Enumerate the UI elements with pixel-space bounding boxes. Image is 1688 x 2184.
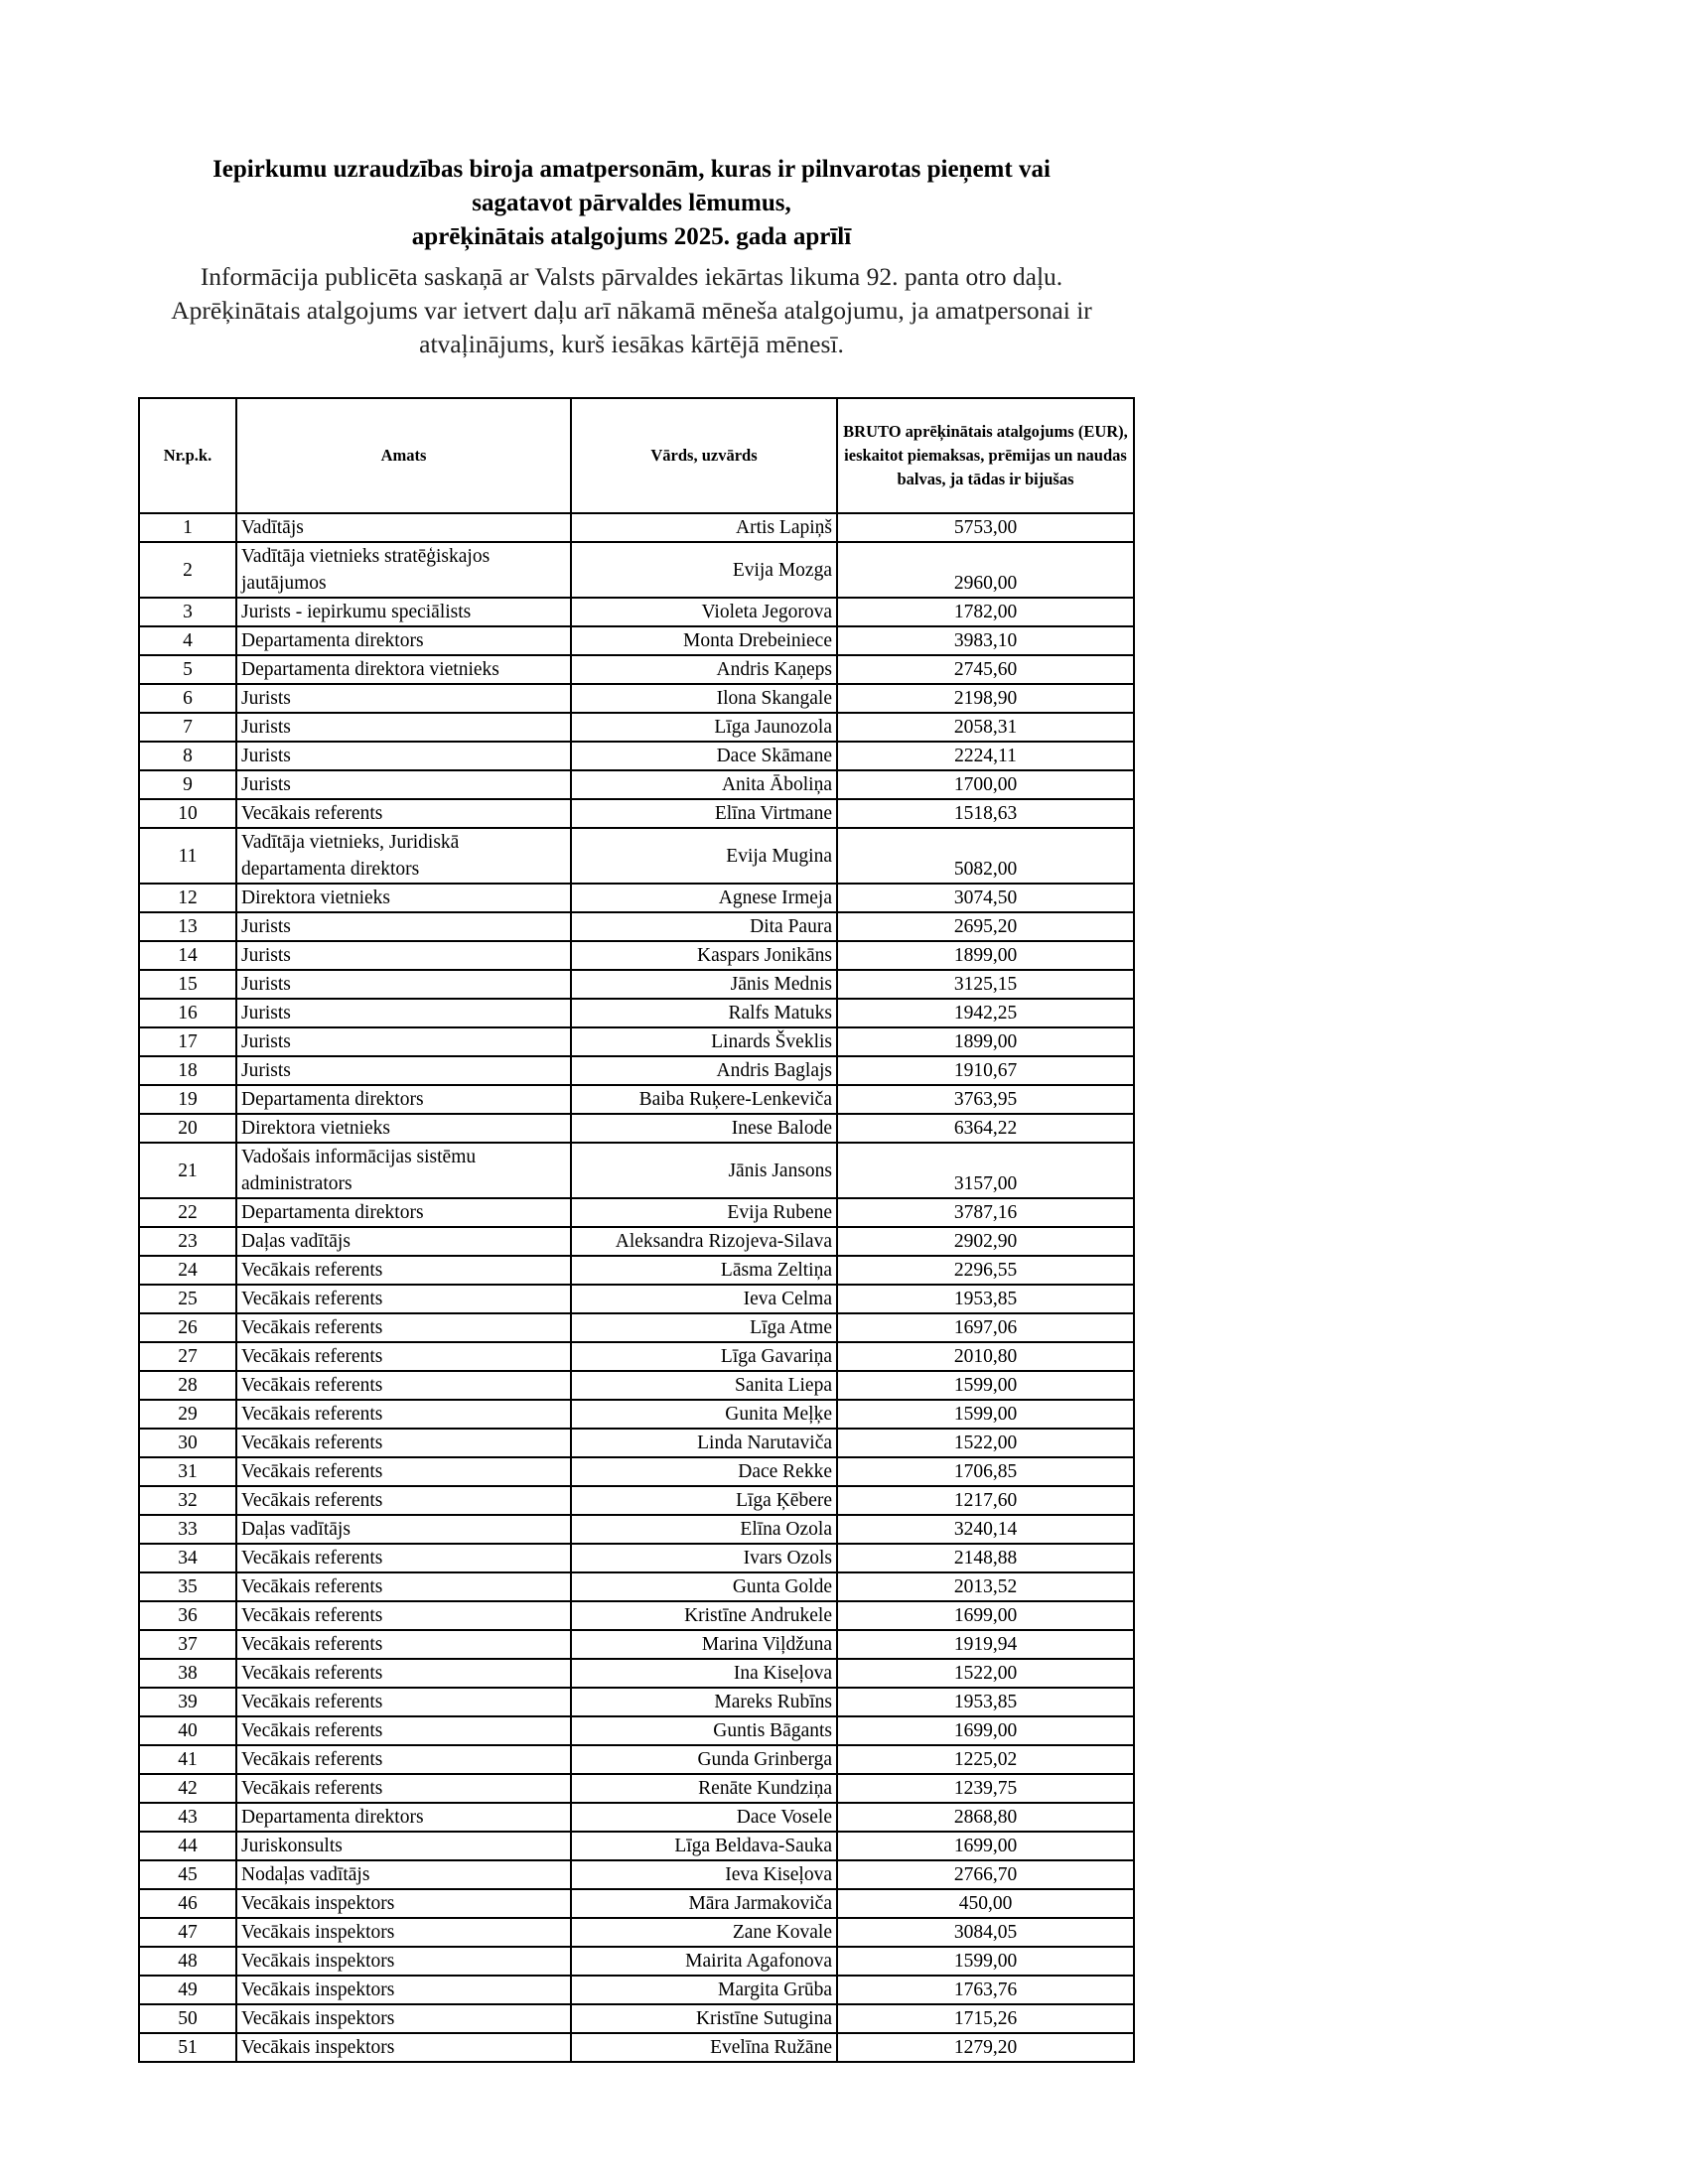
- row-position: Jurists: [236, 1056, 571, 1085]
- table-row: [139, 742, 1134, 770]
- row-number: 22: [139, 1198, 236, 1227]
- header-salary: BRUTO aprēķinātais atalgojums (EUR), ieskaitot piemaksas, prēmijas un naudas balvas, ja tādas ir bijušas: [837, 398, 1134, 513]
- table-row: [139, 799, 1134, 828]
- table-row: [139, 1085, 1134, 1114]
- table-row: [139, 513, 1134, 542]
- row-salary: 1899,00: [837, 941, 1134, 970]
- table-row: [139, 1688, 1134, 1716]
- title-line-2: sagatavot pārvaldes lēmumus,: [472, 190, 791, 216]
- row-salary: 5753,00: [837, 513, 1134, 542]
- row-salary: 450,00: [837, 1889, 1134, 1918]
- row-number: 10: [139, 799, 236, 828]
- row-position: Jurists: [236, 713, 571, 742]
- row-salary: 2058,31: [837, 713, 1134, 742]
- row-salary: 1942,25: [837, 999, 1134, 1027]
- row-salary: 1953,85: [837, 1285, 1134, 1313]
- row-salary: 2198,90: [837, 684, 1134, 713]
- row-position: Vecākais inspektors: [236, 1976, 571, 2004]
- row-number: 28: [139, 1371, 236, 1400]
- row-name: Lāsma Zeltiņa: [571, 1256, 837, 1285]
- row-salary: 1599,00: [837, 1947, 1134, 1976]
- row-number: 1: [139, 513, 236, 542]
- row-number: 39: [139, 1688, 236, 1716]
- row-salary: 2695,20: [837, 912, 1134, 941]
- table-row: [139, 1860, 1134, 1889]
- row-name: Dace Skāmane: [571, 742, 837, 770]
- row-number: 20: [139, 1114, 236, 1143]
- row-number: 46: [139, 1889, 236, 1918]
- row-position: Vecākais referents: [236, 1342, 571, 1371]
- salary-table: [138, 397, 1135, 2063]
- row-position: Departamenta direktors: [236, 1085, 571, 1114]
- row-name: Margita Grūba: [571, 1976, 837, 2004]
- row-name: Gunta Golde: [571, 1572, 837, 1601]
- row-salary: 1763,76: [837, 1976, 1134, 2004]
- row-salary: 2296,55: [837, 1256, 1134, 1285]
- row-number: 40: [139, 1716, 236, 1745]
- row-number: 35: [139, 1572, 236, 1601]
- table-row: [139, 655, 1134, 684]
- row-position: Vecākais referents: [236, 1716, 571, 1745]
- table-row: [139, 1457, 1134, 1486]
- row-name: Artis Lapiņš: [571, 513, 837, 542]
- row-position: Vecākais referents: [236, 1457, 571, 1486]
- table-row: [139, 1285, 1134, 1313]
- row-name: Evija Mozga: [571, 542, 837, 598]
- row-name: Līga Atme: [571, 1313, 837, 1342]
- row-name: Aleksandra Rizojeva-Silava: [571, 1227, 837, 1256]
- row-name: Linda Narutaviča: [571, 1429, 837, 1457]
- row-salary: 1599,00: [837, 1371, 1134, 1400]
- row-position: Vecākais referents: [236, 1486, 571, 1515]
- row-position: Departamenta direktora vietnieks: [236, 655, 571, 684]
- header-position: Amats: [236, 398, 571, 513]
- row-position: Vecākais referents: [236, 1313, 571, 1342]
- table-row: [139, 1515, 1134, 1544]
- row-salary: 2148,88: [837, 1544, 1134, 1572]
- row-name: Elīna Ozola: [571, 1515, 837, 1544]
- table-row: [139, 1056, 1134, 1085]
- table-row: [139, 1114, 1134, 1143]
- table-row: [139, 542, 1134, 598]
- row-name: Kristīne Andrukele: [571, 1601, 837, 1630]
- row-name: Jānis Mednis: [571, 970, 837, 999]
- row-position: Vecākais referents: [236, 1544, 571, 1572]
- row-number: 12: [139, 884, 236, 912]
- row-salary: 1700,00: [837, 770, 1134, 799]
- row-position: Jurists: [236, 1027, 571, 1056]
- row-salary: 3983,10: [837, 626, 1134, 655]
- table-row: [139, 770, 1134, 799]
- row-number: 21: [139, 1143, 236, 1198]
- row-salary: 2902,90: [837, 1227, 1134, 1256]
- table-row: [139, 1544, 1134, 1572]
- table-row: [139, 884, 1134, 912]
- row-name: Guntis Bāgants: [571, 1716, 837, 1745]
- row-salary: 1279,20: [837, 2033, 1134, 2062]
- row-name: Māra Jarmakoviča: [571, 1889, 837, 1918]
- row-position: Vecākais referents: [236, 1630, 571, 1659]
- row-number: 19: [139, 1085, 236, 1114]
- row-position: Vecākais referents: [236, 1745, 571, 1774]
- row-number: 18: [139, 1056, 236, 1085]
- row-salary: 2960,00: [837, 542, 1134, 598]
- row-name: Ieva Kiseļova: [571, 1860, 837, 1889]
- document-title: [0, 153, 1263, 254]
- row-name: Jānis Jansons: [571, 1143, 837, 1198]
- table-row: [139, 1371, 1134, 1400]
- row-salary: 1239,75: [837, 1774, 1134, 1803]
- row-position: Daļas vadītājs: [236, 1227, 571, 1256]
- info-paragraph: [0, 260, 1263, 361]
- table-row: [139, 2033, 1134, 2062]
- row-number: 44: [139, 1832, 236, 1860]
- row-name: Dace Vosele: [571, 1803, 837, 1832]
- row-position: Jurists: [236, 684, 571, 713]
- table-row: [139, 1143, 1134, 1198]
- row-number: 8: [139, 742, 236, 770]
- row-name: Līga Ķēbere: [571, 1486, 837, 1515]
- row-salary: 2013,52: [837, 1572, 1134, 1601]
- table-row: [139, 1227, 1134, 1256]
- row-salary: 1715,26: [837, 2004, 1134, 2033]
- row-salary: 3074,50: [837, 884, 1134, 912]
- row-name: Zane Kovale: [571, 1918, 837, 1947]
- row-position: Vecākais inspektors: [236, 2033, 571, 2062]
- row-salary: 3240,14: [837, 1515, 1134, 1544]
- row-number: 32: [139, 1486, 236, 1515]
- row-name: Elīna Virtmane: [571, 799, 837, 828]
- row-salary: 1697,06: [837, 1313, 1134, 1342]
- table-row: [139, 1889, 1134, 1918]
- row-salary: 1522,00: [837, 1429, 1134, 1457]
- row-position: Vecākais referents: [236, 1400, 571, 1429]
- row-name: Ivars Ozols: [571, 1544, 837, 1572]
- row-position: Vecākais referents: [236, 1429, 571, 1457]
- row-number: 36: [139, 1601, 236, 1630]
- row-position: Vecākais referents: [236, 1659, 571, 1688]
- row-number: 27: [139, 1342, 236, 1371]
- row-name: Līga Jaunozola: [571, 713, 837, 742]
- row-number: 24: [139, 1256, 236, 1285]
- row-position: Departamenta direktors: [236, 626, 571, 655]
- row-number: 16: [139, 999, 236, 1027]
- row-number: 5: [139, 655, 236, 684]
- row-salary: 1910,67: [837, 1056, 1134, 1085]
- row-position: Jurists: [236, 912, 571, 941]
- row-name: Evija Mugina: [571, 828, 837, 884]
- row-position: Vecākais referents: [236, 1688, 571, 1716]
- row-name: Ieva Celma: [571, 1285, 837, 1313]
- row-number: 30: [139, 1429, 236, 1457]
- row-salary: 1225,02: [837, 1745, 1134, 1774]
- row-position: Jurists - iepirkumu speciālists: [236, 598, 571, 626]
- header-nr: Nr.p.k.: [139, 398, 236, 513]
- row-number: 48: [139, 1947, 236, 1976]
- row-salary: 1699,00: [837, 1601, 1134, 1630]
- row-salary: 1919,94: [837, 1630, 1134, 1659]
- row-name: Ina Kiseļova: [571, 1659, 837, 1688]
- row-salary: 1899,00: [837, 1027, 1134, 1056]
- row-name: Dace Rekke: [571, 1457, 837, 1486]
- row-position: Vadītājs: [236, 513, 571, 542]
- row-position: Departamenta direktors: [236, 1803, 571, 1832]
- row-position: Vadošais informācijas sistēmu administrators: [236, 1143, 571, 1198]
- table-row: [139, 1572, 1134, 1601]
- row-number: 6: [139, 684, 236, 713]
- row-number: 7: [139, 713, 236, 742]
- row-number: 43: [139, 1803, 236, 1832]
- table-row: [139, 1832, 1134, 1860]
- row-number: 31: [139, 1457, 236, 1486]
- row-salary: 3125,15: [837, 970, 1134, 999]
- table-row: [139, 2004, 1134, 2033]
- row-number: 13: [139, 912, 236, 941]
- row-salary: 1599,00: [837, 1400, 1134, 1429]
- row-position: Nodaļas vadītājs: [236, 1860, 571, 1889]
- row-position: Jurists: [236, 742, 571, 770]
- row-salary: 6364,22: [837, 1114, 1134, 1143]
- row-number: 15: [139, 970, 236, 999]
- row-number: 25: [139, 1285, 236, 1313]
- row-name: Ilona Skangale: [571, 684, 837, 713]
- row-name: Agnese Irmeja: [571, 884, 837, 912]
- row-position: Juriskonsults: [236, 1832, 571, 1860]
- row-name: Monta Drebeiniece: [571, 626, 837, 655]
- row-salary: 3084,05: [837, 1918, 1134, 1947]
- info-line-2: Aprēķinātais atalgojums var ietvert daļu arī nākamā mēneša atalgojumu, ja amatpersonai ir: [171, 296, 1092, 325]
- table-row: [139, 1601, 1134, 1630]
- row-name: Sanita Liepa: [571, 1371, 837, 1400]
- table-row: [139, 1630, 1134, 1659]
- row-name: Evija Rubene: [571, 1198, 837, 1227]
- row-position: Vecākais inspektors: [236, 1918, 571, 1947]
- row-number: 9: [139, 770, 236, 799]
- row-salary: 1699,00: [837, 1832, 1134, 1860]
- row-position: Vecākais referents: [236, 1572, 571, 1601]
- row-name: Kristīne Sutugina: [571, 2004, 837, 2033]
- row-position: Direktora vietnieks: [236, 884, 571, 912]
- row-salary: 3763,95: [837, 1085, 1134, 1114]
- row-position: Vecākais referents: [236, 1371, 571, 1400]
- row-number: 45: [139, 1860, 236, 1889]
- row-name: Andris Kaņeps: [571, 655, 837, 684]
- row-name: Dita Paura: [571, 912, 837, 941]
- table-row: [139, 684, 1134, 713]
- row-number: 38: [139, 1659, 236, 1688]
- row-name: Evelīna Ružāne: [571, 2033, 837, 2062]
- table-row: [139, 598, 1134, 626]
- table-row: [139, 1256, 1134, 1285]
- table-row: [139, 1198, 1134, 1227]
- row-number: 4: [139, 626, 236, 655]
- row-salary: 2224,11: [837, 742, 1134, 770]
- row-name: Ralfs Matuks: [571, 999, 837, 1027]
- row-position: Jurists: [236, 770, 571, 799]
- row-number: 29: [139, 1400, 236, 1429]
- row-number: 11: [139, 828, 236, 884]
- table-row: [139, 1918, 1134, 1947]
- table-header-row: [139, 398, 1134, 513]
- row-salary: 2745,60: [837, 655, 1134, 684]
- table-row: [139, 1027, 1134, 1056]
- row-position: Vecākais referents: [236, 1285, 571, 1313]
- table-row: [139, 626, 1134, 655]
- row-name: Renāte Kundziņa: [571, 1774, 837, 1803]
- row-number: 17: [139, 1027, 236, 1056]
- row-name: Anita Āboliņa: [571, 770, 837, 799]
- table-row: [139, 1803, 1134, 1832]
- row-number: 34: [139, 1544, 236, 1572]
- table-row: [139, 1774, 1134, 1803]
- row-salary: 3787,16: [837, 1198, 1134, 1227]
- row-number: 23: [139, 1227, 236, 1256]
- row-number: 26: [139, 1313, 236, 1342]
- row-position: Vecākais referents: [236, 1256, 571, 1285]
- row-number: 2: [139, 542, 236, 598]
- row-name: Marina Viļdžuna: [571, 1630, 837, 1659]
- row-number: 14: [139, 941, 236, 970]
- row-position: Jurists: [236, 999, 571, 1027]
- row-position: Vadītāja vietnieks, Juridiskā departamenta direktors: [236, 828, 571, 884]
- table-row: [139, 1429, 1134, 1457]
- row-number: 33: [139, 1515, 236, 1544]
- title-line-3: aprēķinātais atalgojums 2025. gada aprīlī: [411, 223, 852, 250]
- row-salary: 1706,85: [837, 1457, 1134, 1486]
- row-name: Līga Gavariņa: [571, 1342, 837, 1371]
- row-position: Direktora vietnieks: [236, 1114, 571, 1143]
- row-salary: 1953,85: [837, 1688, 1134, 1716]
- row-name: Violeta Jegorova: [571, 598, 837, 626]
- row-number: 47: [139, 1918, 236, 1947]
- row-salary: 1522,00: [837, 1659, 1134, 1688]
- row-position: Vecākais inspektors: [236, 2004, 571, 2033]
- table-row: [139, 1659, 1134, 1688]
- table-row: [139, 1976, 1134, 2004]
- table-row: [139, 1947, 1134, 1976]
- title-line-1: Iepirkumu uzraudzības biroja amatpersonām, kuras ir pilnvarotas pieņemt vai: [212, 156, 1051, 183]
- row-salary: 2010,80: [837, 1342, 1134, 1371]
- table-row: [139, 999, 1134, 1027]
- row-salary: 2868,80: [837, 1803, 1134, 1832]
- table-row: [139, 1486, 1134, 1515]
- row-name: Linards Šveklis: [571, 1027, 837, 1056]
- row-number: 49: [139, 1976, 236, 2004]
- row-salary: 1782,00: [837, 598, 1134, 626]
- row-name: Kaspars Jonikāns: [571, 941, 837, 970]
- info-line-1: Informācija publicēta saskaņā ar Valsts pārvaldes iekārtas likuma 92. panta otro daļu.: [200, 262, 1063, 291]
- row-number: 42: [139, 1774, 236, 1803]
- table-row: [139, 713, 1134, 742]
- row-number: 3: [139, 598, 236, 626]
- row-number: 41: [139, 1745, 236, 1774]
- row-position: Jurists: [236, 941, 571, 970]
- row-salary: 2766,70: [837, 1860, 1134, 1889]
- table-row: [139, 1342, 1134, 1371]
- row-name: Baiba Ruķere-Lenkeviča: [571, 1085, 837, 1114]
- table-row: [139, 970, 1134, 999]
- table-row: [139, 941, 1134, 970]
- row-salary: 1217,60: [837, 1486, 1134, 1515]
- row-position: Vecākais inspektors: [236, 1947, 571, 1976]
- header-name: Vārds, uzvārds: [571, 398, 837, 513]
- table-row: [139, 1716, 1134, 1745]
- row-name: Mairita Agafonova: [571, 1947, 837, 1976]
- table-row: [139, 912, 1134, 941]
- row-position: Vecākais referents: [236, 1601, 571, 1630]
- row-salary: 5082,00: [837, 828, 1134, 884]
- row-name: Mareks Rubīns: [571, 1688, 837, 1716]
- row-position: Daļas vadītājs: [236, 1515, 571, 1544]
- row-position: Vecākais referents: [236, 1774, 571, 1803]
- row-number: 37: [139, 1630, 236, 1659]
- row-number: 50: [139, 2004, 236, 2033]
- row-name: Līga Beldava-Sauka: [571, 1832, 837, 1860]
- row-position: Vecākais referents: [236, 799, 571, 828]
- row-name: Gunda Grinberga: [571, 1745, 837, 1774]
- row-name: Andris Baglajs: [571, 1056, 837, 1085]
- row-position: Vadītāja vietnieks stratēģiskajos jautājumos: [236, 542, 571, 598]
- table-row: [139, 1400, 1134, 1429]
- row-number: 51: [139, 2033, 236, 2062]
- row-position: Jurists: [236, 970, 571, 999]
- row-position: Departamenta direktors: [236, 1198, 571, 1227]
- info-line-3: atvaļinājums, kurš iesākas kārtējā mēnesī.: [419, 330, 844, 358]
- row-name: Inese Balode: [571, 1114, 837, 1143]
- row-salary: 3157,00: [837, 1143, 1134, 1198]
- row-name: Gunita Meļķe: [571, 1400, 837, 1429]
- row-salary: 1699,00: [837, 1716, 1134, 1745]
- row-position: Vecākais inspektors: [236, 1889, 571, 1918]
- table-row: [139, 828, 1134, 884]
- table-row: [139, 1745, 1134, 1774]
- row-salary: 1518,63: [837, 799, 1134, 828]
- table-row: [139, 1313, 1134, 1342]
